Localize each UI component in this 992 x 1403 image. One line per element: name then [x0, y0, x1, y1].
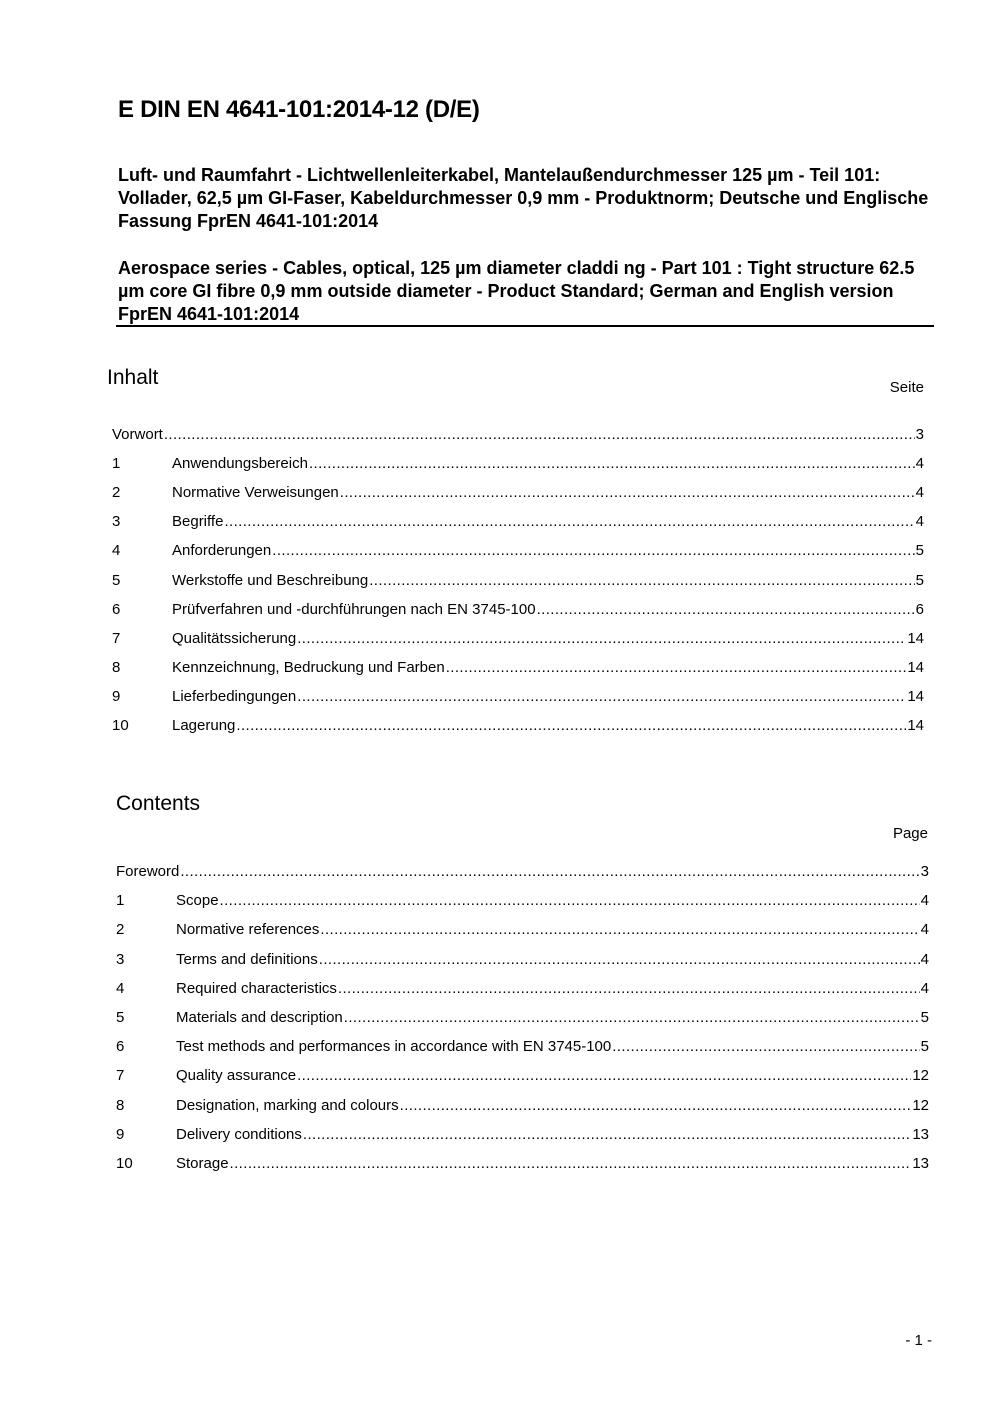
toc-entry-label: Begriffe [172, 513, 224, 531]
toc-entry-label: Prüfverfahren und -durchführungen nach EN 3745-100 [172, 600, 536, 618]
subtitle-english: Aerospace series - Cables, optical, 125 µm diameter claddi ng - Part 101 : Tight structure 62.5 µm core GI fibre 0,9 mm outside diameter - Product Standard; German and English version FprEN 4641-101:2014 [118, 258, 915, 324]
toc-entry-number: 10 [116, 1155, 133, 1172]
toc-dot-leader [612, 1038, 919, 1055]
toc-entry-number: 5 [112, 571, 121, 589]
toc-entry-page: 5 [915, 571, 924, 589]
toc-entry-page: 4 [915, 455, 924, 473]
toc-entry-label: Vorwort [112, 426, 163, 443]
toc-dot-leader [180, 863, 919, 880]
footer-page-number: - 1 - [905, 1332, 932, 1349]
toc-dot-leader [319, 951, 920, 968]
toc-entry-number: 4 [116, 979, 125, 997]
toc-entry-number: 3 [116, 950, 125, 968]
toc-entry-page: 12 [912, 1096, 929, 1114]
toc-entry-page: 4 [915, 484, 924, 502]
toc-entry[interactable] [116, 1038, 929, 1058]
toc-entry[interactable] [112, 542, 924, 562]
toc-entry-label: Materials and description [176, 1009, 343, 1026]
toc-entry-number: 8 [112, 658, 121, 676]
toc-entry-number: 2 [112, 484, 121, 502]
toc-entry[interactable] [112, 426, 924, 446]
toc-entry[interactable] [112, 572, 924, 592]
toc-entry-label: Anwendungsbereich [172, 455, 308, 473]
toc-entry-label: Kennzeichnung, Bedruckung und Farben [172, 658, 445, 676]
toc-entry[interactable] [112, 455, 924, 475]
toc-dot-leader [340, 484, 915, 501]
toc-entry-number: 6 [112, 600, 121, 618]
toc-entry-page: 4 [920, 892, 929, 910]
toc-dot-leader [236, 717, 906, 734]
subtitle-german: Luft- und Raumfahrt - Lichtwellenleiterkabel, Mantelaußendurchmesser 125 µm - Teil 101: Vollader, 62,5 µm GI-Faser, Kabeldurchmesser 0,9 mm - Produktnorm; Deutsche und Englische Fassung FprEN 4641-101:2014 [118, 165, 929, 231]
toc-entry-number: 1 [116, 892, 125, 910]
toc-entry-label: Required characteristics [176, 979, 337, 997]
toc-entry-page: 3 [920, 863, 929, 880]
toc-entry-page: 5 [920, 1038, 929, 1056]
toc-dot-leader [230, 1155, 912, 1172]
toc-entry-number: 1 [112, 455, 121, 473]
toc-entry-label: Delivery conditions [176, 1125, 302, 1143]
toc-entry-label: Test methods and performances in accordance with EN 3745-100 [176, 1038, 612, 1056]
toc-entry[interactable] [116, 892, 929, 912]
toc-entry-label: Quality assurance [176, 1067, 297, 1085]
toc-heading-inhalt: Inhalt [107, 366, 159, 389]
toc-entry-number: 9 [112, 687, 121, 705]
toc-entry-label: Terms and definitions [176, 950, 318, 968]
toc-dot-leader [400, 1097, 912, 1114]
toc-entry-number: 2 [116, 921, 125, 939]
toc-entry-label: Qualitätssicherung [172, 629, 297, 647]
toc-entry-number: 3 [112, 513, 121, 531]
toc-entry-page: 4 [920, 979, 929, 997]
toc-entry-page: 13 [912, 1155, 929, 1172]
toc-dot-leader [446, 659, 907, 676]
toc-entry[interactable] [116, 1067, 929, 1087]
toc-entry[interactable] [112, 601, 924, 621]
toc-entry-number: 8 [116, 1096, 125, 1114]
toc-dot-leader [309, 455, 915, 472]
toc-dot-leader [369, 572, 914, 589]
toc-entry-label: Lieferbedingungen [172, 687, 297, 705]
toc-entry[interactable] [116, 1155, 929, 1175]
toc-entry-page: 4 [920, 950, 929, 968]
toc-entry-page: 12 [912, 1067, 929, 1085]
toc-entry-number: 5 [116, 1009, 125, 1026]
toc-entry-label: Werkstoffe und Beschreibung [172, 571, 369, 589]
toc-entry[interactable] [112, 659, 924, 679]
toc-entry-page: 5 [915, 542, 924, 560]
toc-entry[interactable] [112, 630, 924, 650]
toc-entry-number: 9 [116, 1125, 125, 1143]
toc-list-contents [116, 863, 929, 1183]
toc-entry[interactable] [112, 484, 924, 504]
toc-entry-label: Anforderungen [172, 542, 272, 560]
toc-dot-leader [297, 1067, 911, 1084]
toc-entry-page: 14 [907, 687, 924, 705]
toc-entry-label: Normative references [176, 921, 320, 939]
toc-entry-page: 14 [907, 717, 924, 734]
toc-entry-page: 14 [907, 629, 924, 647]
toc-entry[interactable] [116, 863, 929, 883]
toc-entry-number: 7 [112, 629, 121, 647]
toc-dot-leader [303, 1126, 911, 1143]
toc-dot-leader [320, 921, 919, 938]
toc-entry[interactable] [116, 1126, 929, 1146]
toc-entry-label: Designation, marking and colours [176, 1096, 399, 1114]
toc-entry-label: Scope [176, 892, 219, 910]
toc-page-label-page: Page [892, 825, 928, 842]
toc-entry[interactable] [112, 717, 924, 737]
toc-entry-page: 13 [912, 1125, 929, 1143]
toc-entry-number: 6 [116, 1038, 125, 1056]
toc-entry[interactable] [112, 688, 924, 708]
toc-entry-page: 14 [907, 658, 924, 676]
toc-heading-contents: Contents [116, 792, 201, 815]
toc-entry-number: 7 [116, 1067, 125, 1085]
toc-entry[interactable] [116, 921, 929, 941]
toc-dot-leader [224, 513, 914, 530]
toc-page-label-seite: Seite [889, 379, 924, 396]
toc-list-inhalt [112, 426, 924, 746]
toc-entry-label: Foreword [116, 863, 180, 880]
toc-entry-page: 3 [915, 426, 924, 443]
toc-entry-number: 10 [112, 717, 129, 734]
toc-entry-number: 4 [112, 542, 121, 560]
toc-entry-label: Storage [176, 1155, 229, 1172]
toc-entry[interactable] [112, 513, 924, 533]
toc-dot-leader [220, 892, 920, 909]
toc-dot-leader [297, 688, 906, 705]
toc-entry-page: 6 [915, 600, 924, 618]
toc-dot-leader [164, 426, 915, 443]
toc-dot-leader [344, 1009, 920, 1026]
toc-entry-page: 4 [915, 513, 924, 531]
toc-entry-label: Normative Verweisungen [172, 484, 339, 502]
toc-entry[interactable] [116, 951, 929, 971]
toc-entry-label: Lagerung [172, 717, 236, 734]
toc-entry[interactable] [116, 1009, 929, 1029]
toc-dot-leader [537, 601, 915, 618]
toc-entry[interactable] [116, 1097, 929, 1117]
toc-entry[interactable] [116, 980, 929, 1000]
toc-entry-page: 4 [920, 921, 929, 939]
document-title: E DIN EN 4641-101:2014-12 (D/E) [118, 96, 480, 123]
toc-dot-leader [272, 542, 914, 559]
toc-entry-page: 5 [920, 1009, 929, 1026]
toc-dot-leader [297, 630, 906, 647]
title-divider [116, 325, 934, 327]
toc-dot-leader [338, 980, 920, 997]
